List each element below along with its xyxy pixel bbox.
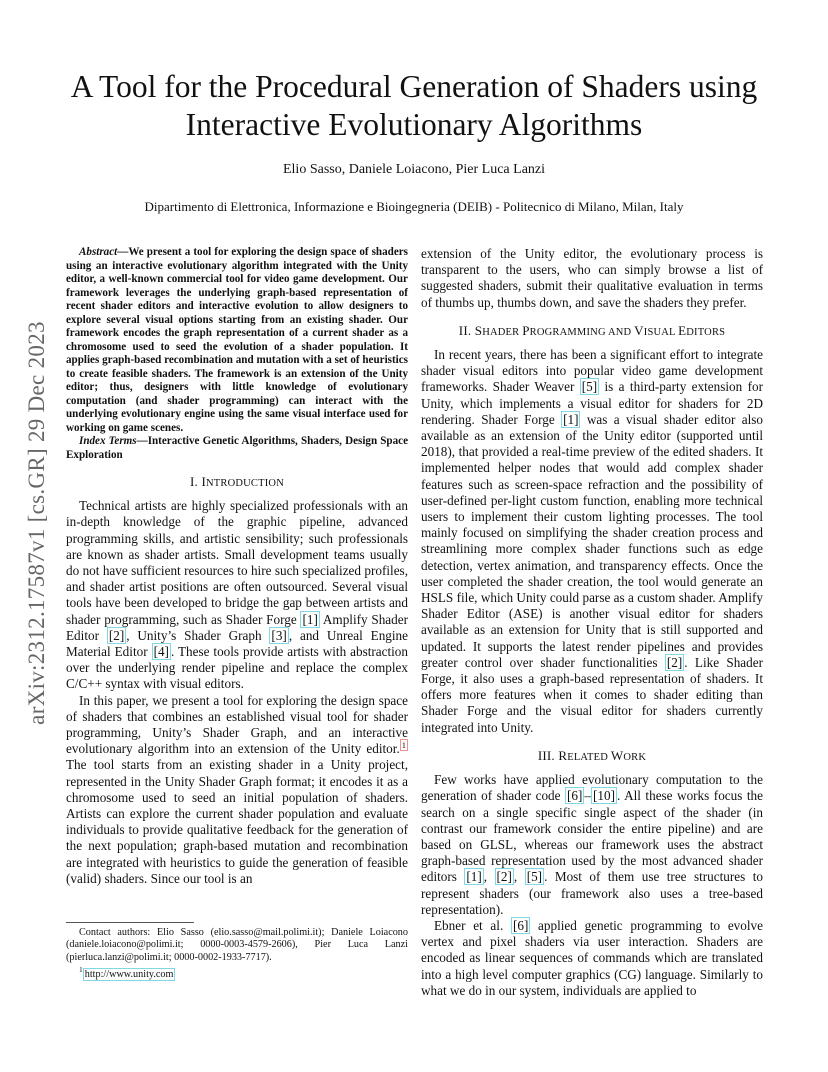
index-terms-label: Index Terms — [79, 435, 137, 447]
right-column — [421, 246, 763, 999]
intro-paragraph-1: Technical artists are highly specialized professionals with an in-depth knowledge of the graphic pipeline, advanced programming skills, and artistic sensibility; such professionals are known as shader artists. Small development teams usually do not have sufficient resources to hire such specialized profiles, and shader artist positions are often outsourced. Several visual tools have been developed to bridge the gap between artists and shader programming, such as Shader Forge [1] Amplify Shader Editor [2] , Unity’s Shader Graph [3] , and Unreal Engine Material Editor [4] . These tools provide artists with abstraction over the underlying render pipeline and replace the complex C/C++ syntax with visual editors. — [66, 498, 408, 692]
intro-paragraph-2: In this paper, we present a tool for exploring the design space of shaders that combines an established visual tool for shader programming, Unity’s Shader Graph, and an interactive evolutionary algorithm into an extension of the Unity editor. $^1$ The tool starts from an existing shader in a Unity project, represented in the Unity Shader Graph format; it encodes it as a chromosome used to seed an initial population of shaders. Artists can explore the current shader population and evaluate individuals to provide qualitative feedback for the generation of the next population; graph-based mutation and recombination are integrated with heuristics to guide the generation of feasible (valid) shaders. Since our tool is an — [66, 692, 408, 886]
citation-link[interactable]: [1] — [466, 869, 482, 885]
citation-link[interactable]: [6] — [512, 917, 529, 933]
arxiv-id: arXiv:2312.17587v1 [cs.GR] 29 Dec 2023 — [24, 321, 49, 725]
paper-title: A Tool for the Procedural Generation of Shaders using Interactive Evolutionary Algorithms — [70, 69, 758, 142]
abstract-label: Abstract — [79, 246, 118, 258]
citation-link[interactable]: [2] — [496, 869, 512, 885]
citation-link[interactable]: [2] — [666, 654, 683, 670]
right-continuation-paragraph: extension of the Unity editor, the evolutionary process is transparent to the users, who can simply browse a list of suggested shaders, submit their qualitative evaluation in terms of thumbs up, thumbs down, and save the shaders they prefer. — [421, 246, 763, 310]
abstract-text: —We present a tool for exploring the design space of shaders using an interactive evolutionary algorithm integrated with the Unity editor, a well-known commercial tool for video game development. Our framework leverages the underlying graph-based representation of recent shader editors and interactive evolution to allow designers to explore several visual options starting from an existing shader. Our framework encodes the graph representation of a current shader as a chromosome used to seed the evolution of a shader population. It applies graph-based recombination and mutation with a set of heuristics to create feasible shaders. The framework is an extension of the Unity editor; thus, designers with little knowledge of evolutionary computation (and shader programming) can interact with the underlying evolutionary engine using the same visual interface used for working on game scenes. — [66, 246, 408, 434]
citation-link[interactable]: [10] — [593, 788, 615, 804]
unity-url-link[interactable]: http://www.unity.com — [84, 968, 174, 980]
footnotes — [66, 922, 408, 981]
citation-link[interactable]: [1] — [302, 611, 318, 627]
contact-footnote: Contact authors: Elio Sasso (elio.sasso@mail.polimi.it); Daniele Loiacono (daniele.loiacono@polimi.it; 0000-0003-4579-2606), Pier Luca Lanzi (pierluca.lanzi@polimi.it; 0000-0002-1933-7717). — [66, 927, 408, 963]
abstract — [66, 246, 408, 435]
citation-link[interactable]: [5] — [581, 379, 598, 395]
footnote-link[interactable]: 1 — [401, 739, 406, 750]
arxiv-sidebar — [24, 288, 50, 758]
footnote-rule — [66, 922, 194, 923]
url-footnote: $^1$ http://www.unity.com — [79, 965, 174, 980]
citation-link[interactable]: [6] — [567, 788, 583, 804]
paper-affiliation: Dipartimento di Elettronica, Informazione e Bioingegneria (DEIB) - Politecnico di Milano, Milan, Italy — [144, 199, 684, 214]
index-terms-text: —Interactive Genetic Algorithms, Shaders, Design Space Exploration — [66, 435, 408, 461]
shader-paragraph-1: In recent years, there has been a significant effort to integrate shader visual editors into popular video game development frameworks. Shader Weaver [5] is a third-party extension for Unity, which implements a visual editor for shaders for 2D rendering. Shader Forge [1] was a visual shader editor also available as an extension of the Unity editor (supported until 2018), that provided a real-time preview of the edited shaders. It implemented helper nodes that would add complex shader features such as screen-space refraction and the possibility of user-defined per-light custom function, enabling more technical users to implement their custom lighting processes. The tool mainly focused on simplifying the shader creation process and streamlining more complex shader functions such as edge detection, vertex animation, and transparency effects. Once the user completed the shader creation, the tool would generate an HSLS file, which Unity could parse as a custom shader. Amplify Shader Editor (ASE) is another visual editor for shaders available as an extension for Unity that is still supported and updated. It supports the latest render pipelines and provides greater control over shader functionalities [2] . Like Shader Forge, it also uses a graph-based representation of shaders. It offers more features when it comes to shader editing than Shader Forge and the visual editor for shaders currently integrated into Unity. — [421, 347, 763, 735]
paper-authors: Elio Sasso, Daniele Loiacono, Pier Luca Lanzi — [282, 162, 546, 177]
citation-link[interactable]: [5] — [526, 869, 543, 885]
related-paragraph-1: Few works have applied evolutionary computation to the generation of shader code [6] – [10] . All these works focus the search on a single specific single aspect of the shader (in contrast our framework consider the entire pipeline) and are based on GLSL, whereas our framework uses the abstract graph-based representation used by the most advanced shader editors [1] , [2] , [5] . Most of them use tree structures to represent shaders (our framework also uses a tree-based representation). — [421, 772, 763, 917]
index-terms — [66, 435, 408, 462]
citation-link[interactable]: [3] — [271, 627, 287, 643]
related-paragraph-2: Ebner et al. [6] applied genetic programming to evolve vertex and pixel shaders via user interaction. Shaders are encoded as linear sequences of commands which are translated into a high level computer graphics (CG) language. Similarly to what we do in our system, individuals are applied to — [421, 917, 763, 998]
section-heading-introduction: I. INTRODUCTION — [190, 474, 284, 489]
citation-link[interactable]: [2] — [108, 627, 125, 643]
section-heading-shader-programming: II. SHADER PROGRAMMING AND VISUAL EDITORS — [458, 322, 726, 338]
citation-link[interactable]: [1] — [563, 411, 579, 427]
left-column — [66, 246, 408, 887]
section-heading-related-work: III. RELATED WORK — [537, 747, 647, 763]
citation-link[interactable]: [4] — [153, 644, 169, 660]
